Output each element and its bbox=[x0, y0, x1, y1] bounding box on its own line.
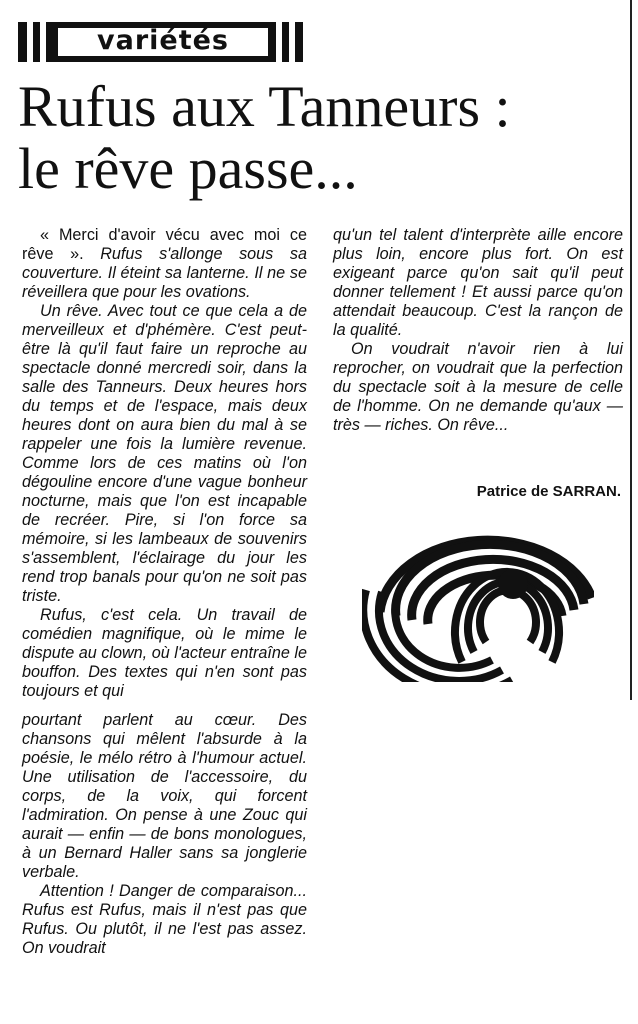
concentric-arcs-logo-icon bbox=[362, 512, 594, 682]
column-rule bbox=[630, 0, 632, 700]
article-headline bbox=[18, 76, 628, 200]
rubric-bar bbox=[289, 22, 295, 62]
headline-line-2: le rêve passe... bbox=[18, 136, 358, 201]
paragraph-1 bbox=[22, 226, 307, 302]
headline-line-1: Rufus aux Tanneurs : bbox=[18, 74, 511, 139]
rubric-bar bbox=[40, 22, 46, 62]
author-signature: Patrice de SARRAN. bbox=[476, 483, 621, 500]
paragraph-6: On voudrait n'avoir rien à lui reprocher, on voudrait que la perfection du spectacle soit à la mesure de celle de l'homme. On ne demande qu'aux — très — riches. On rêve... bbox=[333, 340, 623, 434]
logo-center-dot bbox=[498, 569, 528, 599]
rubric-bar bbox=[27, 22, 33, 62]
paragraph-2: Un rêve. Avec tout ce que cela a de merveilleux et d'phémère. C'est peut-être là qu'il faut faire un reproche au spectacle donné mercredi soir, dans la salle des Tanneurs. Deux heures hors du temps et de l'espace, mais deux heures dont on aura bien du mal à se rappeler une fois la lumière revenue. Comme lors de ces matins où l'on dégouline encore d'une vague bonheur nocturne, mais que l'on est incapable de recréer. Pire, si l'on force sa mémoire, si les lambeaux de souvenirs s'assemblent, l'éclairage du jour les rend trop banals pour qu'on ne soit pas triste. bbox=[22, 302, 307, 605]
article-column-left bbox=[22, 226, 307, 958]
opening-quote: « Merci d'avoir vécu avec moi ce rêve ». bbox=[22, 226, 307, 263]
section-rubric bbox=[18, 22, 303, 62]
rubric-label-box bbox=[58, 25, 268, 56]
column-break-gap bbox=[22, 701, 307, 711]
paragraph-4: Attention ! Danger de comparaison... Rufus est Rufus, mais il n'est pas que Rufus. Ou plutôt, il ne l'est pas assez. On voudrait bbox=[22, 882, 307, 957]
paragraph-3a: Rufus, c'est cela. Un travail de comédien magnifique, où le mime le dispute au clown, où l'acteur entraîne le bouffon. Des textes qui n'en sont pas toujours et qui bbox=[22, 606, 307, 700]
rubric-bar bbox=[276, 22, 282, 62]
paragraph-1-rest: Rufus s'allonge sous sa couverture. Il éteint sa lanterne. Il ne se réveillera que pour les ovations. bbox=[22, 245, 307, 301]
paragraph-5: qu'un tel talent d'interprète aille encore plus loin, encore plus fort. On est exigeant parce qu'on sait qu'il peut donner tellement ! Et aussi parce qu'on attendait beaucoup. C'est la rançon de la qualité. bbox=[333, 226, 623, 339]
arc-group-outer bbox=[380, 540, 592, 624]
article-column-right bbox=[333, 226, 623, 435]
paragraph-3b: pourtant parlent au cœur. Des chansons qui mêlent l'absurde à la poésie, le mélo rétro à l'humour actuel. Une utilisation de l'accessoire, du corps, de la voix, qui forcent l'admiration. On pense à une Zouc qui aurait — enfin — de bons monologues, à un Bernard Haller sans sa jonglerie verbale. bbox=[22, 711, 307, 881]
rubric-label: variétés bbox=[97, 25, 229, 56]
